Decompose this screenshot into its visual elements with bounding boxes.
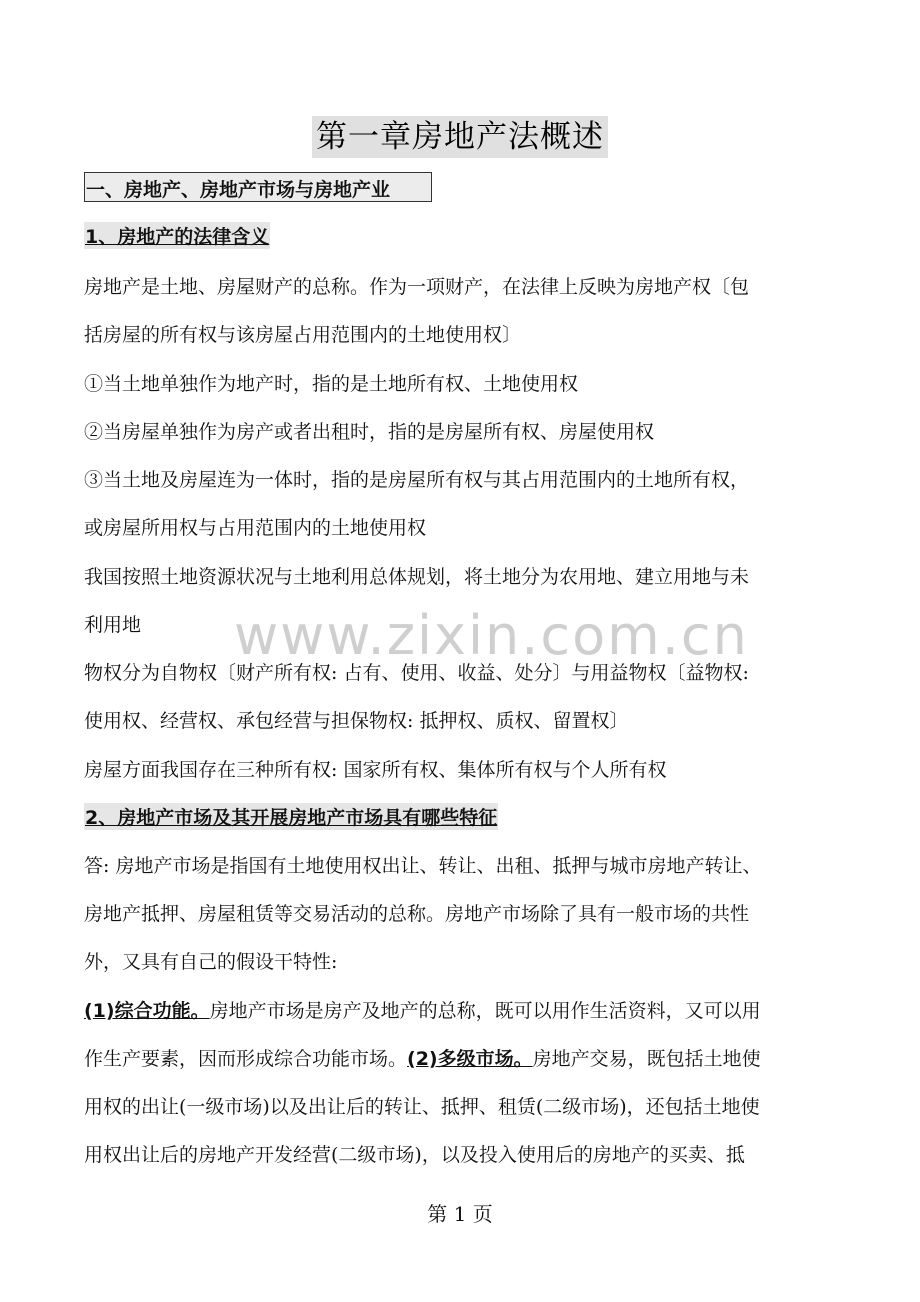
body-line: 用权的出让(一级市场)以及出让后的转让、抵押、租赁(二级市场)，还包括土地使: [84, 1096, 760, 1118]
body-line: 物权分为自物权〔财产所有权: 占有、使用、收益、处分〕与用益物权〔益物权:: [84, 662, 749, 684]
body-line: 外，又具有自己的假设干特性:: [84, 951, 338, 973]
body-line: 房屋方面我国存在三种所有权: 国家所有权、集体所有权与个人所有权: [84, 759, 667, 781]
body-line: 使用权、经营权、承包经营与担保物权: 抵押权、质权、留置权〕: [84, 710, 629, 732]
body-line: 括房屋的所有权与该房屋占用范围内的土地使用权〕: [84, 324, 522, 346]
body-line: 用权出让后的房地产开发经营(二级市场)，以及投入使用后的房地产的买卖、抵: [84, 1144, 745, 1166]
feature-text: 房地产市场是房产及地产的总称，既可以用作生活资料，又可以用: [209, 1000, 761, 1022]
page-number: 第 1 页: [427, 1202, 493, 1226]
feature-label-multilevel: (2)多级市场。: [407, 1048, 533, 1070]
feature-line-1: [84, 996, 761, 1023]
section-heading: 一、房地产、房地产市场与房地产业: [86, 179, 391, 201]
body-line: 答: 房地产市场是指国有土地使用权出让、转让、出租、抵押与城市房地产转让、: [84, 855, 762, 877]
feature-text: 房地产交易，既包括土地使: [532, 1048, 761, 1070]
subheading-legal-meaning: 1、房地产的法律含义: [84, 222, 270, 249]
feature-label-comprehensive: (1)综合功能。: [84, 1000, 210, 1022]
body-line: ②当房屋单独作为房产或者出租时，指的是房屋所有权、房屋使用权: [84, 421, 655, 443]
body-line: ①当土地单独作为地产时，指的是土地所有权、土地使用权: [84, 373, 579, 395]
chapter-title: 第一章房地产法概述: [312, 116, 608, 158]
body-line: 房地产是土地、房屋财产的总称。作为一项财产，在法律上反映为房地产权〔包: [84, 276, 750, 298]
section-heading-box: [84, 172, 432, 202]
title-wrapper: [0, 116, 920, 158]
body-line: ③当土地及房屋连为一体时，指的是房屋所有权与其占用范围内的土地所有权，: [84, 469, 750, 491]
subheading-market-features: 2、房地产市场及其开展房地产市场具有哪些特征: [84, 803, 498, 830]
body-line: 房地产抵押、房屋租赁等交易活动的总称。房地产市场除了具有一般市场的共性: [84, 903, 750, 925]
watermark-text: www.zixin.com.cn: [234, 604, 749, 667]
body-line: 利用地: [84, 614, 142, 636]
feature-line-2: [84, 1044, 761, 1071]
feature-text: 作生产要素，因而形成综合功能市场。: [84, 1048, 408, 1070]
body-line: 我国按照土地资源状况与土地利用总体规划，将土地分为农用地、建立用地与未: [84, 566, 750, 588]
body-line: 或房屋所用权与占用范围内的土地使用权: [84, 517, 427, 539]
